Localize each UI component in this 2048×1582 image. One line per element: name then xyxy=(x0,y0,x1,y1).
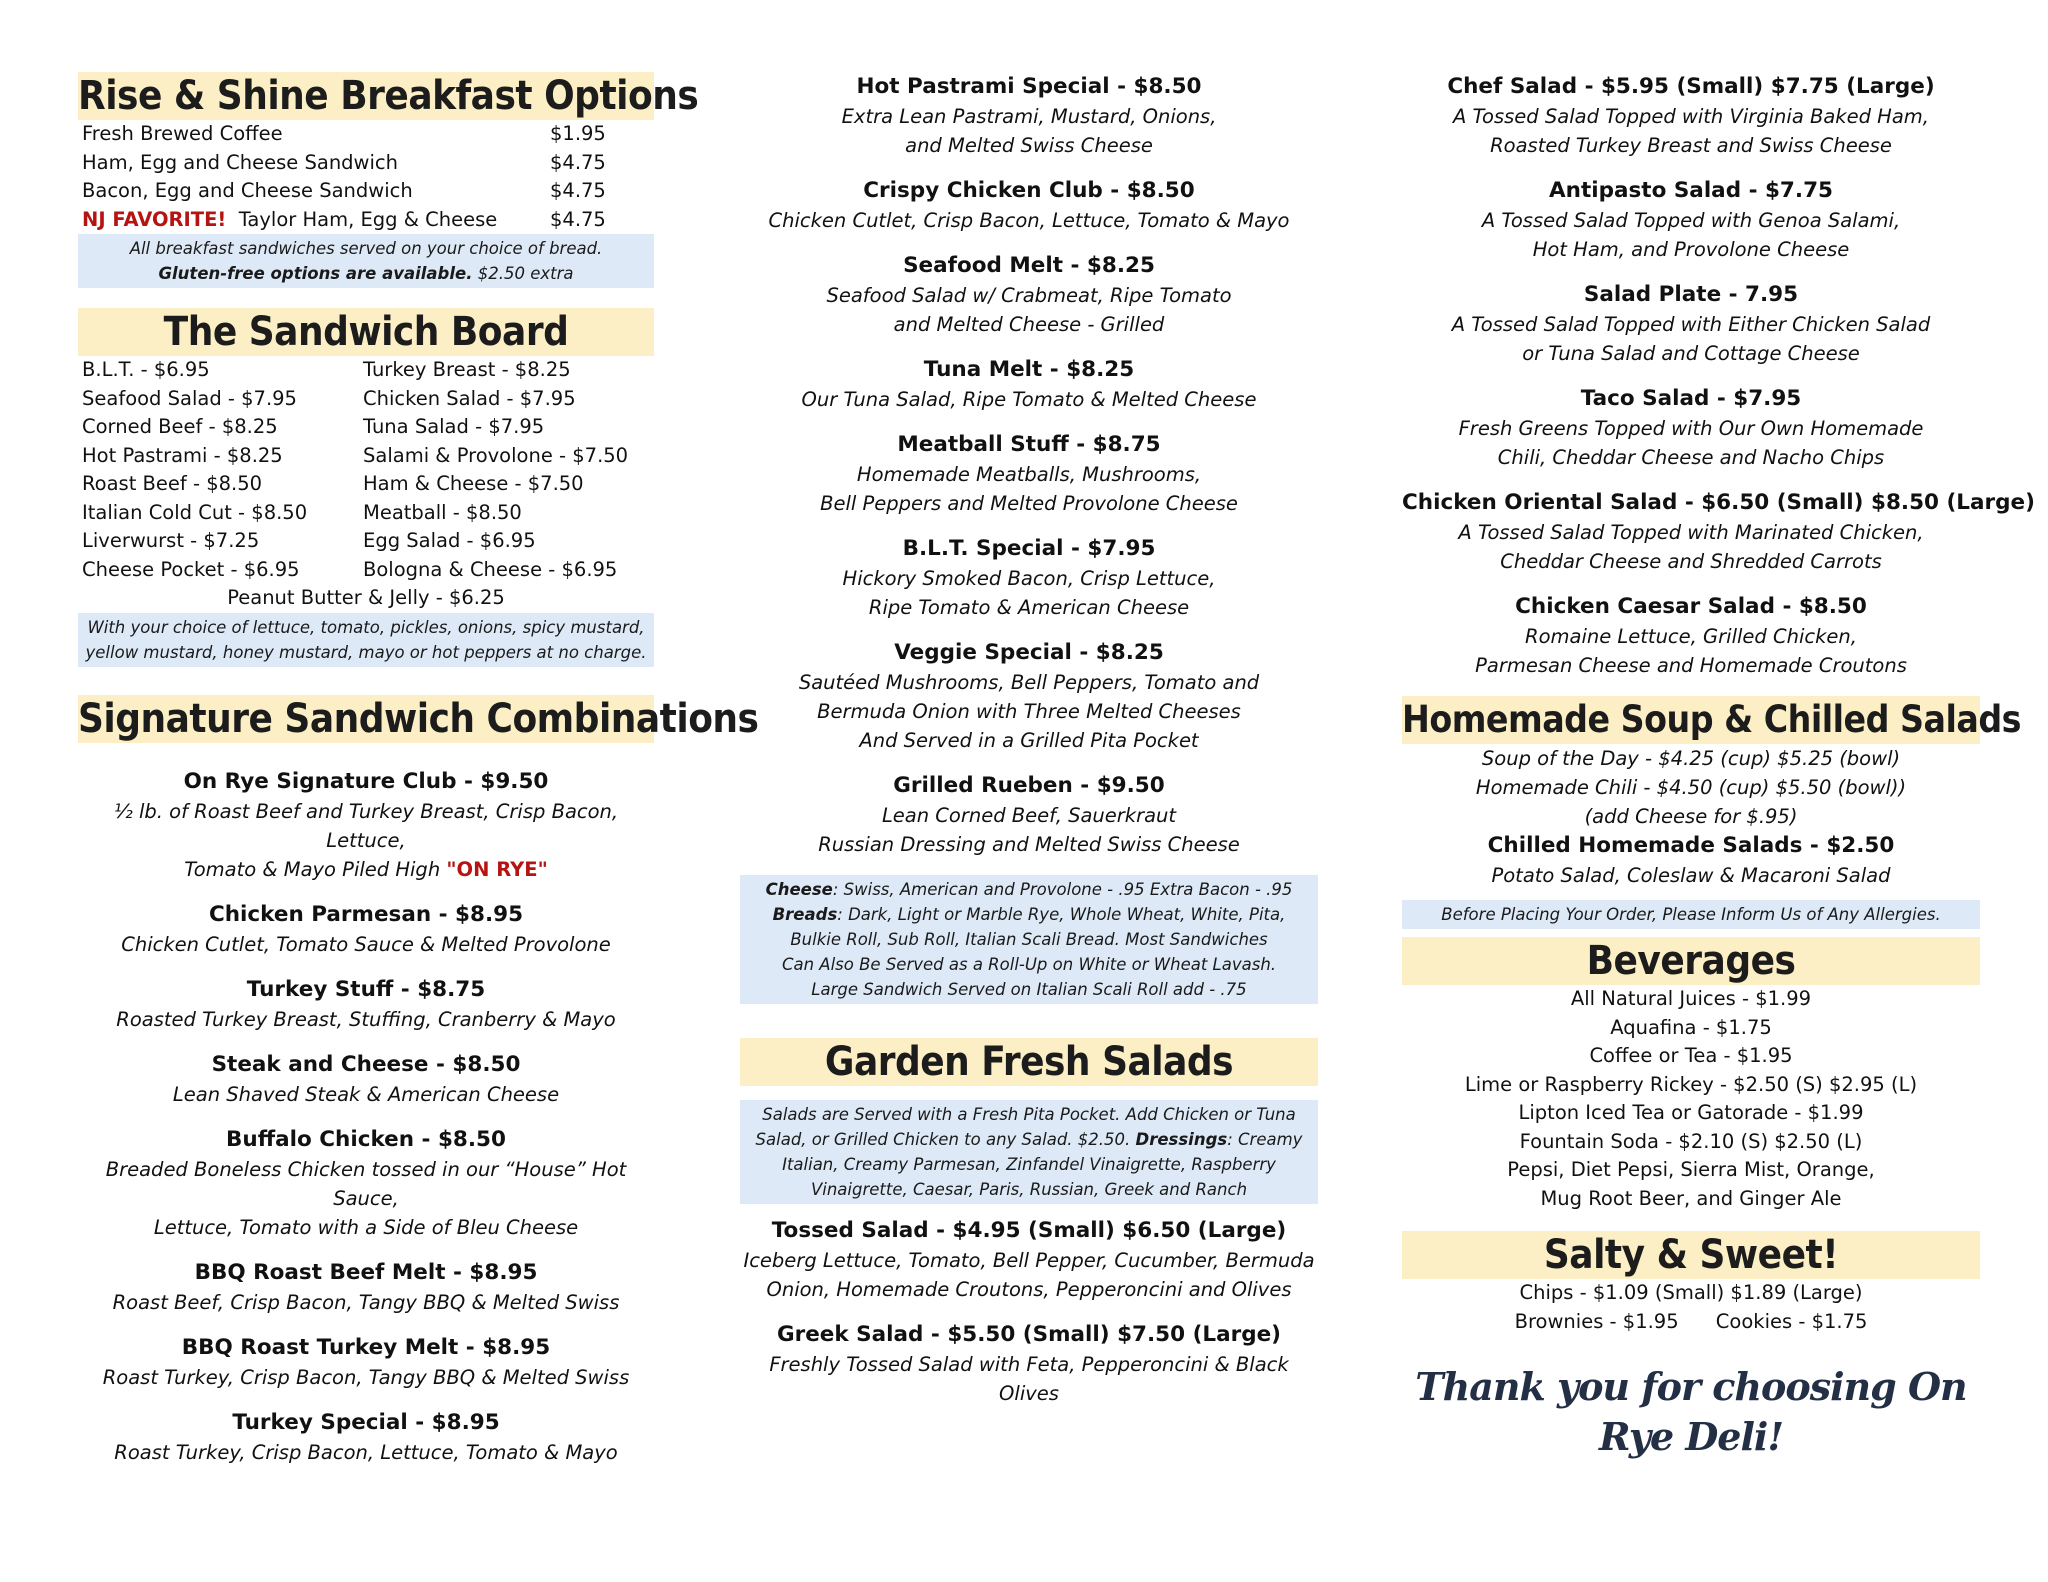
sandwich-board-heading: The Sandwich Board xyxy=(78,308,654,356)
menu-item: Antipasto Salad - $7.75 A Tossed Salad Topped with Genoa Salami, Hot Ham, and Provolone Cheese xyxy=(1481,178,1901,261)
menu-item: Grilled Rueben - $9.50 Lean Corned Beef, Sauerkraut Russian Dressing and Melted Swiss Cheese xyxy=(818,773,1240,856)
salty-sweet-heading: Salty & Sweet! xyxy=(1402,1231,1980,1279)
list-item: Lipton Iced Tea or Gatorade - $1.99 xyxy=(1518,1101,1864,1124)
list-item: Chips - $1.09 (Small) $1.89 (Large) xyxy=(1519,1281,1863,1304)
menu-item: BBQ Roast Beef Melt - $8.95 Roast Beef, Crisp Bacon, Tangy BBQ & Melted Swiss xyxy=(112,1259,620,1314)
thank-you-message: Thank you for choosing On Rye Deli! xyxy=(1415,1364,1967,1459)
signature-heading: Signature Sandwich Combinations xyxy=(78,695,759,742)
menu-item: Greek Salad - $5.50 (Small) $7.50 (Large) Freshly Tossed Salad with Feta, Pepperoncini & Black Olives xyxy=(769,1322,1289,1405)
list-item: B.L.T. - $6.95 xyxy=(82,358,210,381)
list-item: Mug Root Beer, and Ginger Ale xyxy=(1540,1186,1842,1210)
list-item: Fresh Brewed Coffee $1.95 xyxy=(82,122,606,145)
list-item: Tuna Salad - $7.95 xyxy=(363,415,545,438)
beverages-heading: Beverages xyxy=(1402,937,1980,985)
breakfast-list xyxy=(78,120,654,234)
list-item: Pepsi, Diet Pepsi, Sierra Mist, Orange, xyxy=(1507,1158,1875,1181)
extras-note: Cheese: Swiss, American and Provolone - .95 Extra Bacon - .95 Breads: Dark, Light or Marble Rye, Whole Wheat, White, Pita, Bulkie Roll, Sub Roll, Italian Scali Bread. Most Sandwiches Can Also Be Served as a Roll-Up on White or Wheat Lavash. Large Sandwich Served on Italian Scali Roll add - .75 xyxy=(740,875,1318,1004)
list-item: Bacon, Egg and Cheese Sandwich $4.75 xyxy=(82,179,606,202)
list-item: Cheese Pocket - $6.95 xyxy=(82,557,300,581)
menu-item: Taco Salad - $7.95 Fresh Greens Topped with Our Own Homemade Chili, Cheddar Cheese and Nacho Chips xyxy=(1458,386,1924,469)
list-item: Hot Pastrami - $8.25 xyxy=(82,443,283,467)
list-item: Salami & Provolone - $7.50 xyxy=(363,443,629,467)
menu-item: Turkey Stuff - $8.75 Roasted Turkey Breast, Stuffing, Cranberry & Mayo xyxy=(116,976,616,1031)
list-item: Meatball - $8.50 xyxy=(363,500,522,524)
specials-list xyxy=(740,72,1318,859)
list-item: Italian Cold Cut - $8.50 xyxy=(82,500,308,524)
menu-item: Chicken Oriental Salad - $6.50 (Small) $8.50 (Large) A Tossed Salad Topped with Marinated Chicken, Cheddar Cheese and Shredded Carrots xyxy=(1402,490,2035,573)
left-column xyxy=(78,72,759,1483)
menu-item: Salad Plate - 7.95 A Tossed Salad Topped with Either Chicken Salad or Tuna Salad and Cottage Cheese xyxy=(1451,282,1931,365)
menu-item: Meatball Stuff - $8.75 Homemade Meatballs, Mushrooms, Bell Peppers and Melted Provolone Cheese xyxy=(820,432,1238,515)
list-item: All Natural Juices - $1.99 xyxy=(1570,987,1812,1010)
list-item: Fountain Soda - $2.10 (S) $2.50 (L) xyxy=(1519,1129,1863,1153)
list-item: Chicken Salad - $7.95 xyxy=(363,386,576,410)
middle-column xyxy=(740,72,1318,1424)
salty-sweet-list xyxy=(1402,1279,1980,1336)
list-item: Liverwurst - $7.25 xyxy=(82,529,260,552)
garden-salads-list xyxy=(740,1216,1318,1408)
menu-item: Chicken Parmesan - $8.95 Chicken Cutlet, Tomato Sauce & Melted Provolone xyxy=(121,901,611,956)
menu-item: Buffalo Chicken - $8.50 Breaded Boneless Chicken tossed in our “House” Hot Sauce, Lettuce, Tomato with a Side of Bleu Cheese xyxy=(105,1126,627,1239)
menu-item: Turkey Special - $8.95 Roast Turkey, Crisp Bacon, Lettuce, Tomato & Mayo xyxy=(114,1409,618,1464)
list-item: Roast Beef - $8.50 xyxy=(82,472,263,495)
breakfast-heading: Rise & Shine Breakfast Options xyxy=(78,73,699,119)
on-rye-highlight: "ON RYE" xyxy=(446,857,548,881)
menu-item: Crispy Chicken Club - $8.50 Chicken Cutlet, Crisp Bacon, Lettuce, Tomato & Mayo xyxy=(768,178,1290,232)
salads-list xyxy=(1402,72,2035,680)
list-item-nj-favorite: NJ FAVORITE! Taylor Ham, Egg & Cheese $4.75 xyxy=(82,207,606,231)
right-column xyxy=(1402,72,2035,1462)
menu-item: Seafood Melt - $8.25 Seafood Salad w/ Crabmeat, Ripe Tomato and Melted Cheese - Grilled xyxy=(826,253,1232,336)
list-item: Seafood Salad - $7.95 xyxy=(82,386,297,410)
nj-favorite-tag: NJ FAVORITE! xyxy=(82,207,227,231)
signature-list xyxy=(78,767,654,1467)
menu-item: Steak and Cheese - $8.50 Lean Shaved Steak & American Cheese xyxy=(172,1051,560,1106)
beverages-list xyxy=(1402,985,1980,1213)
soup-heading: Homemade Soup & Chilled Salads xyxy=(1402,696,1980,744)
menu-item: Hot Pastrami Special - $8.50 Extra Lean Pastrami, Mustard, Onions, and Melted Swiss Cheese xyxy=(841,74,1217,157)
menu-item: Chef Salad - $5.95 (Small) $7.75 (Large) A Tossed Salad Topped with Virginia Baked Ham, Roasted Turkey Breast and Swiss Cheese xyxy=(1447,74,1935,157)
garden-salads-note: Salads are Served with a Fresh Pita Pocket. Add Chicken or Tuna Salad, or Grilled Chicken to any Salad. $2.50. Dressings: Creamy Italian, Creamy Parmesan, Zinfandel Vinaigrette, Raspberry Vinaigrette, Caesar, Paris, Russian, Greek and Ranch xyxy=(740,1100,1318,1204)
menu-item: Tossed Salad - $4.95 (Small) $6.50 (Large) Iceberg Lettuce, Tomato, Bell Pepper, Cucumber, Bermuda Onion, Homemade Croutons, Pepperoncini and Olives xyxy=(743,1218,1315,1301)
list-item: Peanut Butter & Jelly - $6.25 xyxy=(227,586,505,609)
list-item: Egg Salad - $6.95 xyxy=(363,529,536,552)
menu-item: BBQ Roast Turkey Melt - $8.95 Roast Turkey, Crisp Bacon, Tangy BBQ & Melted Swiss xyxy=(102,1334,630,1389)
menu-item: Chicken Caesar Salad - $8.50 Romaine Lettuce, Grilled Chicken, Parmesan Cheese and Homemade Croutons xyxy=(1475,594,1907,677)
soup-section: Soup of the Day - $4.25 (cup) $5.25 (bowl) Homemade Chili - $4.50 (cup) $5.50 (bowl)) (add Cheese for $.95) Chilled Homemade Salads - $2.50 Potato Salad, Coleslaw & Macaroni Salad xyxy=(1475,747,1907,887)
list-item: Coffee or Tea - $1.95 xyxy=(1589,1044,1793,1067)
list-item: Aquafina - $1.75 xyxy=(1610,1015,1772,1039)
list-item: Brownies - $1.95 Cookies - $1.75 xyxy=(1514,1309,1868,1333)
list-item: Corned Beef - $8.25 xyxy=(82,415,278,438)
list-item: Turkey Breast - $8.25 xyxy=(363,358,571,381)
list-item: Ham & Cheese - $7.50 xyxy=(363,472,584,495)
sandwich-board-note: With your choice of lettuce, tomato, pickles, onions, spicy mustard, yellow mustard, honey mustard, mayo or hot peppers at no charge. xyxy=(78,613,654,667)
menu-item: Veggie Special - $8.25 Sautéed Mushrooms, Bell Peppers, Tomato and Bermuda Onion with Three Melted Cheeses And Served in a Grilled Pita Pocket xyxy=(798,640,1260,752)
menu-item: On Rye Signature Club - $9.50 ½ lb. of Roast Beef and Turkey Breast, Crisp Bacon, Lettuce, Tomato & Mayo Piled High "ON RYE" xyxy=(113,768,619,881)
list-item: Ham, Egg and Cheese Sandwich $4.75 xyxy=(82,150,606,174)
list-item: Lime or Raspberry Rickey - $2.50 (S) $2.95 (L) xyxy=(1464,1072,1918,1096)
menu-item: B.L.T. Special - $7.95 Hickory Smoked Bacon, Crisp Lettuce, Ripe Tomato & American Cheese xyxy=(842,536,1216,619)
list-item: Bologna & Cheese - $6.95 xyxy=(363,557,618,581)
sandwich-board-grid xyxy=(78,356,654,584)
garden-salads-heading: Garden Fresh Salads xyxy=(740,1038,1318,1086)
breakfast-note: All breakfast sandwiches served on your choice of bread. Gluten-free options are available. $2.50 extra xyxy=(78,234,654,288)
allergy-note: Before Placing Your Order, Please Inform Us of Any Allergies. xyxy=(1402,900,1980,929)
menu-item: Tuna Melt - $8.25 Our Tuna Salad, Ripe Tomato & Melted Cheese xyxy=(801,357,1257,411)
